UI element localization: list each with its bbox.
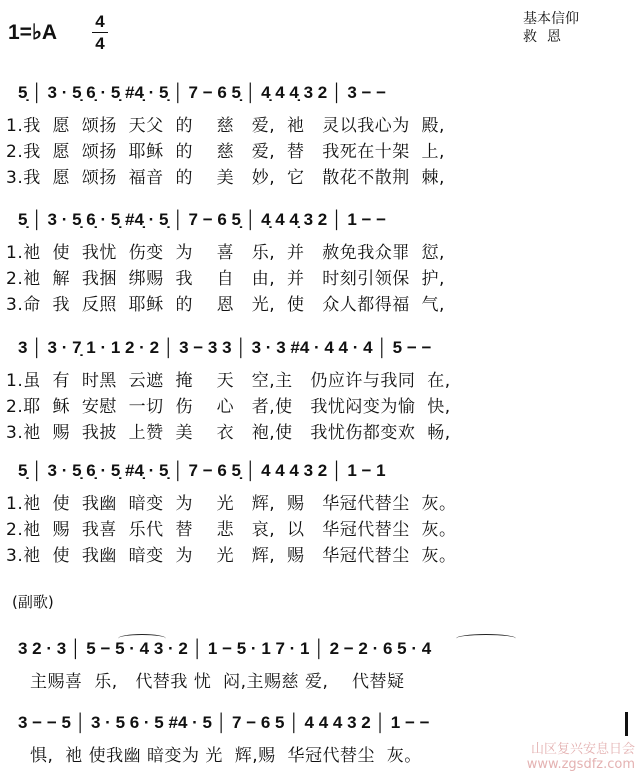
notation-line: 5̣ │ 3 · 5̣ 6̣ · 5̣ #4̣ · 5̣ │ 7 − 6 5̣ │ 4̣ 4 4̣ 3 2 │ 3 − − — [18, 83, 387, 102]
credit-category: 基本信仰 — [523, 11, 579, 27]
chorus-label: (副歌) — [12, 593, 54, 611]
notation-line: 3 2 · 3 │ 5 − 5 · 4 3 · 2 │ 1 − 5 · 1 7 · 1 │ 2 − 2 · 6 5 · 4 — [18, 639, 432, 658]
lyric-verse-2: 2.耶 稣 安慰 一切 伤 心 者,使 我忧闷变为愉 快, — [6, 397, 451, 417]
lyric-verse-1: 1.祂 使 我幽 暗变 为 光 辉, 赐 华冠代替尘 灰。 — [6, 494, 457, 514]
credit-title: 救恩 — [523, 29, 571, 45]
notation-line: 5̣ │ 3 · 5̣ 6̣ · 5̣ #4̣ · 5̣ │ 7 − 6 5̣ │ 4 4 4 3 2 │ 1 − 1 — [18, 461, 386, 480]
time-signature — [92, 12, 108, 53]
lyric-verse-2: 2.祂 解 我捆 绑赐 我 自 由, 并 时刻引领保 护, — [6, 269, 445, 289]
lyric-verse-2: 2.祂 赐 我喜 乐代 替 悲 哀, 以 华冠代替尘 灰。 — [6, 520, 457, 540]
lyric-verse-3: 3.命 我 反照 耶稣 的 恩 光, 使 众人都得福 气, — [6, 295, 445, 315]
lyric-verse-2: 2.我 愿 颂扬 耶稣 的 慈 爱, 替 我死在十架 上, — [6, 142, 445, 162]
meter-bottom: 4 — [95, 34, 105, 53]
key-signature: 1=♭A — [8, 21, 58, 44]
chorus-lyric: 主赐喜 乐, 代替我 忧 闷,主赐慈 爱, 代替疑 — [30, 672, 405, 692]
watermark-line-2: www.zgsdfz.com — [526, 757, 635, 772]
meter-divider — [92, 32, 108, 33]
final-barline — [625, 712, 628, 736]
lyric-verse-1: 1.我 愿 颂扬 天父 的 慈 爱, 祂 灵以我心为 殿, — [6, 116, 445, 136]
lyric-verse-3: 3.祂 使 我幽 暗变 为 光 辉, 赐 华冠代替尘 灰。 — [6, 546, 457, 566]
chorus-lyric: 惧, 祂 使我幽 暗变为 光 辉,赐 华冠代替尘 灰。 — [30, 746, 422, 766]
meter-top: 4 — [95, 12, 105, 31]
lyric-verse-3: 3.我 愿 颂扬 福音 的 美 妙, 它 散花不散荆 棘, — [6, 168, 445, 188]
watermark — [490, 742, 635, 772]
notation-line: 3 − − 5 │ 3 · 5 6 · 5 #4 · 5 │ 7 − 6 5 │ 4 4 4 3 2 │ 1 − − — [18, 713, 430, 732]
lyric-verse-1: 1.祂 使 我忧 伤变 为 喜 乐, 并 赦免我众罪 愆, — [6, 243, 445, 263]
song-credit — [523, 10, 579, 46]
watermark-line-1: 山区复兴安息日会 — [530, 742, 635, 757]
lyric-verse-1: 1.虽 有 时黑 云遮 掩 天 空,主 仍应许与我同 在, — [6, 371, 451, 391]
lyric-verse-3: 3.祂 赐 我披 上赞 美 衣 袍,使 我忧伤都变欢 畅, — [6, 423, 451, 443]
notation-line: 3 │ 3 · 7̣ 1 · 1 2 · 2 │ 3 − 3 3 │ 3 · 3 #4 · 4 4 · 4 │ 5 − − — [18, 338, 432, 357]
notation-line: 5̣ │ 3 · 5̣ 6̣ · 5̣ #4̣ · 5̣ │ 7 − 6 5̣ │ 4̣ 4 4̣ 3 2 │ 1 − − — [18, 210, 387, 229]
